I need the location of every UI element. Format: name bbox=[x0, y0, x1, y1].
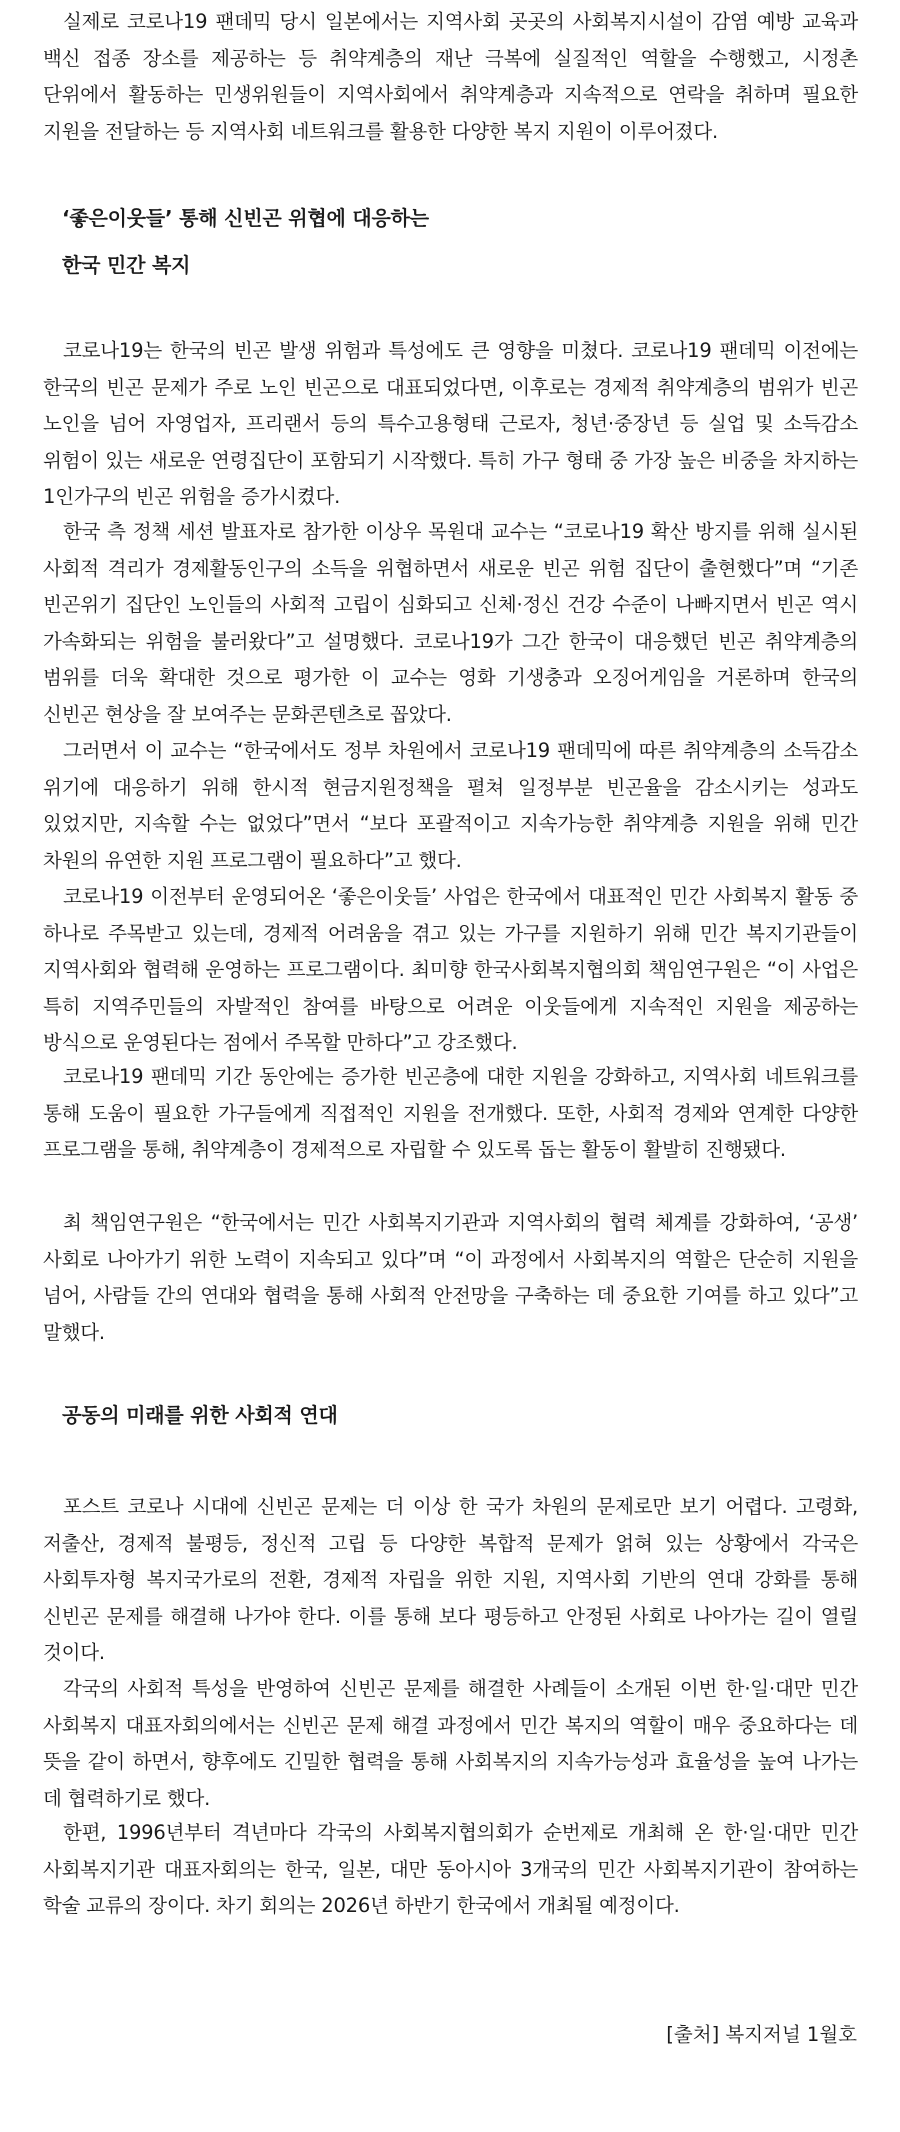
body-paragraph: 각국의 사회적 특성을 반영하여 신빈곤 문제를 해결한 사례들이 소개된 이번 한·일·대만 민간 사회복지 대표자회의에서는 신빈곤 문제 해결 과정에서 민간 복지의 역할이 매우 중요하다는 데 뜻을 같이 하면서, 향후에도 긴밀한 협력을 통해 사회복지의 지속가능성과 효율성을 높여 나가는 데 협력하기로 했다. bbox=[43, 1677, 858, 1810]
section-heading: 공동의 미래를 위한 사회적 연대 bbox=[62, 1403, 338, 1427]
body-paragraph: 한국 측 정책 세션 발표자로 참가한 이상우 목원대 교수는 “코로나19 확산 방지를 위해 실시된 사회적 격리가 경제활동인구의 소득을 위협하면서 새로운 빈곤 위험 집단이 출현했다”며 “기존 빈곤위기 집단인 노인들의 사회적 고립이 심화되고 신체·정신 건강 수준이 나빠지면서 빈곤 역시 가속화되는 위험을 불러왔다”고 설명했다. 코로나19가 그간 한국이 대응했던 빈곤 취약계층의 범위를 더욱 확대한 것으로 평가한 이 교수는 영화 기생충과 오징어게임을 거론하며 한국의 신빈곤 현상을 잘 보여주는 문화콘텐츠로 꼽았다. bbox=[43, 520, 858, 726]
body-paragraph: 포스트 코로나 시대에 신빈곤 문제는 더 이상 한 국가 차원의 문제로만 보기 어렵다. 고령화, 저출산, 경제적 불평등, 정신적 고립 등 다양한 복합적 문제가 얽혀 있는 상황에서 각국은 사회투자형 복지국가로의 전환, 경제적 자립을 위한 지원, 지역사회 기반의 연대 강화를 통해 신빈곤 문제를 해결해 나가야 한다. 이를 통해 보다 평등하고 안정된 사회로 나아가는 길이 열릴 것이다. bbox=[43, 1495, 858, 1664]
body-paragraph: 코로나19 이전부터 운영되어온 ‘좋은이웃들’ 사업은 한국에서 대표적인 민간 사회복지 활동 중 하나로 주목받고 있는데, 경제적 어려움을 겪고 있는 가구를 지원하기 위해 민간 복지기관들이 지역사회와 협력해 운영하는 프로그램이다. 최미향 한국사회복지협의회 책임연구원은 “이 사업은 특히 지역주민들의 자발적인 참여를 바탕으로 어려운 이웃들에게 지속적인 지원을 제공하는 방식으로 운영된다는 점에서 주목할 만하다”고 강조했다. bbox=[43, 885, 858, 1054]
section-heading-line1: ‘좋은이웃들’ 통해 신빈곤 위협에 대응하는 bbox=[62, 206, 429, 230]
body-paragraph: 최 책임연구원은 “한국에서는 민간 사회복지기관과 지역사회의 협력 체계를 강화하여, ‘공생’ 사회로 나아가기 위한 노력이 지속되고 있다”며 “이 과정에서 사회복지의 역할은 단순히 지원을 넘어, 사람들 간의 연대와 협력을 통해 사회적 안전망을 구축하는 데 중요한 기여를 하고 있다”고 말했다. bbox=[43, 1211, 858, 1344]
source-credit: [출처] 복지저널 1월호 bbox=[666, 2023, 857, 2046]
intro-paragraph: 실제로 코로나19 팬데믹 당시 일본에서는 지역사회 곳곳의 사회복지시설이 감염 예방 교육과 백신 접종 장소를 제공하는 등 취약계층의 재난 극복에 실질적인 역할을 수행했고, 시정촌 단위에서 활동하는 민생위원들이 지역사회에서 취약계층과 지속적으로 연락을 취하며 필요한 지원을 전달하는 등 지역사회 네트워크를 활용한 다양한 복지 지원이 이루어졌다. bbox=[43, 10, 858, 143]
section-heading-line2: 한국 민간 복지 bbox=[62, 253, 191, 277]
body-paragraph: 그러면서 이 교수는 “한국에서도 정부 차원에서 코로나19 팬데믹에 따른 취약계층의 소득감소 위기에 대응하기 위해 한시적 현금지원정책을 펼쳐 일정부분 빈곤율을 감소시키는 성과도 있었지만, 지속할 수는 없었다”면서 “보다 포괄적이고 지속가능한 취약계층 지원을 위해 민간 차원의 유연한 지원 프로그램이 필요하다”고 했다. bbox=[43, 739, 858, 872]
body-paragraph: 한편, 1996년부터 격년마다 각국의 사회복지협의회가 순번제로 개최해 온 한·일·대만 민간 사회복지기관 대표자회의는 한국, 일본, 대만 동아시아 3개국의 민간 사회복지기관이 참여하는 학술 교류의 장이다. 차기 회의는 2026년 하반기 한국에서 개최될 예정이다. bbox=[43, 1821, 858, 1917]
body-paragraph: 코로나19 팬데믹 기간 동안에는 증가한 빈곤층에 대한 지원을 강화하고, 지역사회 네트워크를 통해 도움이 필요한 가구들에게 직접적인 지원을 전개했다. 또한, 사회적 경제와 연계한 다양한 프로그램을 통해, 취약계층이 경제적으로 자립할 수 있도록 돕는 활동이 활발히 진행됐다. bbox=[43, 1065, 858, 1161]
body-paragraph: 코로나19는 한국의 빈곤 발생 위험과 특성에도 큰 영향을 미쳤다. 코로나19 팬데믹 이전에는 한국의 빈곤 문제가 주로 노인 빈곤으로 대표되었다면, 이후로는 경제적 취약계층의 범위가 빈곤 노인을 넘어 자영업자, 프리랜서 등의 특수고용형태 근로자, 청년·중장년 등 실업 및 소득감소 위험이 있는 새로운 연령집단이 포함되기 시작했다. 특히 가구 형태 중 가장 높은 비중을 차지하는 1인가구의 빈곤 위험을 증가시켰다. bbox=[43, 339, 858, 508]
